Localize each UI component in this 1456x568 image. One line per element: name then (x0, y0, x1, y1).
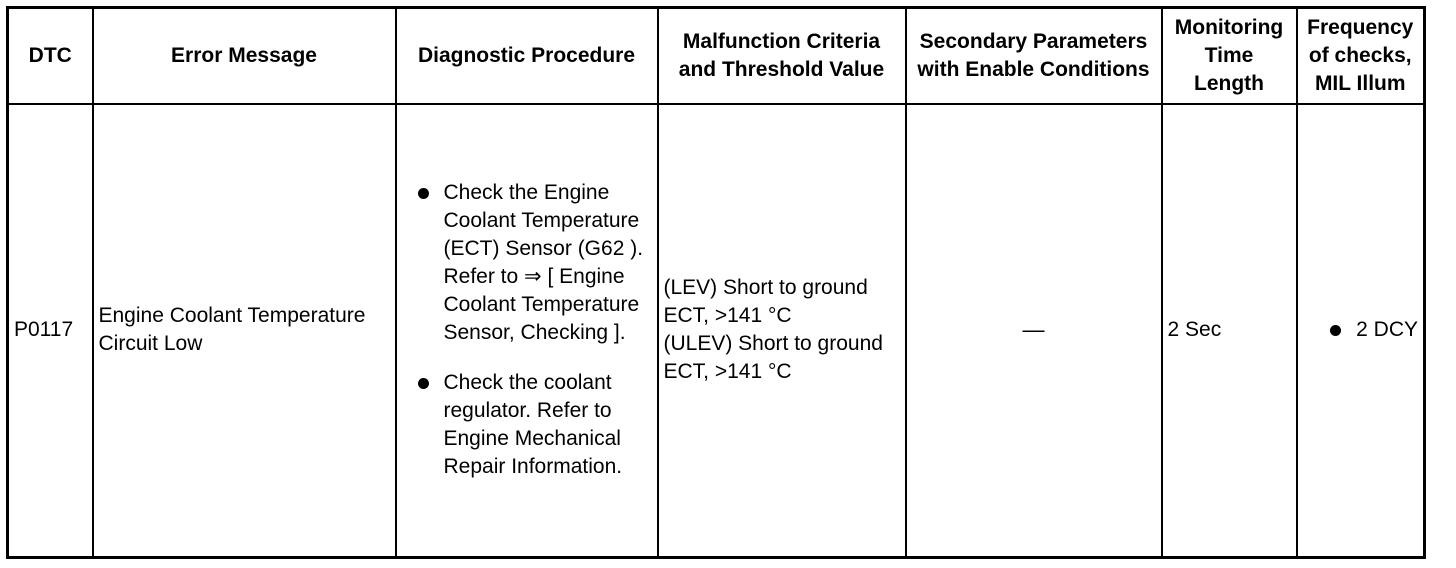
header-frequency: Frequency of checks, MIL Illum (1297, 8, 1425, 104)
frequency-value: 2 DCY (1328, 316, 1418, 344)
cell-malfunction-criteria (658, 104, 906, 558)
cell-secondary-parameters: — (906, 104, 1162, 558)
header-monitoring-time: Monitoring Time Length (1162, 8, 1297, 104)
malfunction-line-lev: (LEV) Short to ground ECT, >141 °C (663, 276, 868, 328)
header-row (8, 8, 1425, 104)
header-dtc: DTC (8, 8, 93, 104)
table-row (8, 104, 1425, 558)
cell-diagnostic-procedure (396, 104, 658, 558)
cell-dtc-code: P0117 (8, 104, 93, 558)
cell-monitoring-time: 2 Sec (1162, 104, 1297, 558)
header-secondary-parameters: Secondary Parameters with Enable Conditions (906, 8, 1162, 104)
procedure-list (402, 179, 652, 481)
cell-frequency (1297, 104, 1425, 558)
malfunction-line-ulev: (ULEV) Short to ground ECT, >141 °C (663, 332, 883, 384)
header-diagnostic-procedure: Diagnostic Procedure (396, 8, 658, 104)
dtc-table (6, 6, 1426, 559)
procedure-step: Check the coolant regulator. Refer to Engine Mechanical Repair Information. (402, 369, 652, 481)
cell-error-message: Engine Coolant Temperature Circuit Low (93, 104, 396, 558)
header-malfunction-criteria: Malfunction Criteria and Threshold Value (658, 8, 906, 104)
procedure-step: Check the Engine Coolant Temperature (ECT) Sensor (G62 ). Refer to ⇒ [ Engine Coolant Temperature Sensor, Checking ]. (402, 179, 652, 347)
header-error-message: Error Message (93, 8, 396, 104)
